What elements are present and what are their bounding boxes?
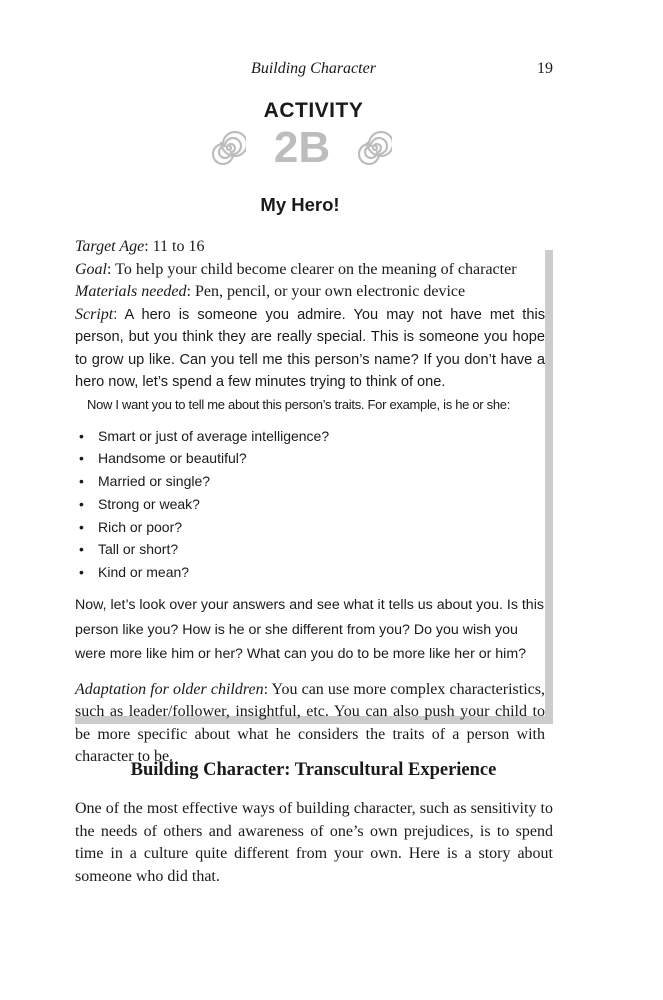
list-item [75,493,545,516]
trait-text: Rich or poor? [98,518,183,535]
script-label: Script [75,305,114,323]
activity-number: 2B [273,123,331,172]
target-age-line [75,236,545,259]
bullet-icon: • [79,473,84,490]
trait-text: Tall or short? [98,541,179,558]
list-item [75,470,545,493]
activity-label: ACTIVITY [263,99,364,122]
list-item [75,516,545,539]
materials-line [75,281,545,304]
trait-text: Kind or mean? [98,564,190,581]
adaptation-text: : You can use more complex characteristics, such as leader/follower, insightful, etc. You can also push your child to be more specific about what he considers the traits of a person with character to be. [75,680,546,766]
list-item [75,447,545,470]
trait-text: Smart or just of average intelligence? [98,427,330,444]
traits-list [75,425,545,585]
goal-line [75,259,545,282]
bullet-icon: • [79,564,84,581]
adaptation-label: Adaptation for older children [75,680,264,698]
trait-text: Married or single? [98,473,211,490]
list-item [75,425,545,448]
bullet-icon: • [79,450,84,467]
traits-intro: Now I want you to tell me about this person’s traits. For example, is he or she: [87,396,511,412]
list-item [75,561,545,584]
activity-title: My Hero! [260,194,340,215]
body-paragraph: One of the most effective ways of building character, such as sensitivity to the needs of others and awareness of one’s own prejudices, is to spend time in a culture quite different from your own. Here is a story about someone who did that. [75,800,553,885]
list-item [75,538,545,561]
bullet-icon: • [79,541,84,558]
script-text: : A hero is someone you admire. You may not have met this person, but you think they are really special. This is someone you hope to grow up like. Can you tell me this person’s name? If you don’t have a hero now, let’s spend a few minutes trying to think of one. [75,306,545,390]
running-head [0,60,663,82]
materials-label: Materials needed [75,283,187,300]
bullet-icon: • [79,427,84,444]
trait-text: Handsome or beautiful? [98,450,247,467]
target-age-label: Target Age [75,238,145,255]
spiral-icon [358,131,392,165]
script-paragraph [75,304,545,394]
running-head-title: Building Character [251,60,376,77]
adaptation-paragraph [75,679,545,769]
page-number: 19 [537,60,553,77]
goal-value: : To help your child become clearer on the meaning of character [107,260,517,278]
activity-box [75,236,545,769]
bullet-icon: • [79,495,84,512]
goal-label: Goal [75,260,107,278]
closing-paragraph: Now, let’s look over your answers and see what it tells us about you. Is this person like you? How is he or she different from you? Do you wish you were more like him or her? What can you do to be more like her or him? [75,597,544,663]
spiral-icon [212,131,246,165]
box-shadow-right [545,250,553,724]
trait-text: Strong or weak? [98,495,200,512]
bullet-icon: • [79,518,84,535]
materials-value: : Pen, pencil, or your own electronic device [186,283,466,300]
section-heading: Building Character: Transcultural Experience [130,760,497,780]
target-age-value: : 11 to 16 [144,238,205,255]
activity-number-row [212,124,392,172]
